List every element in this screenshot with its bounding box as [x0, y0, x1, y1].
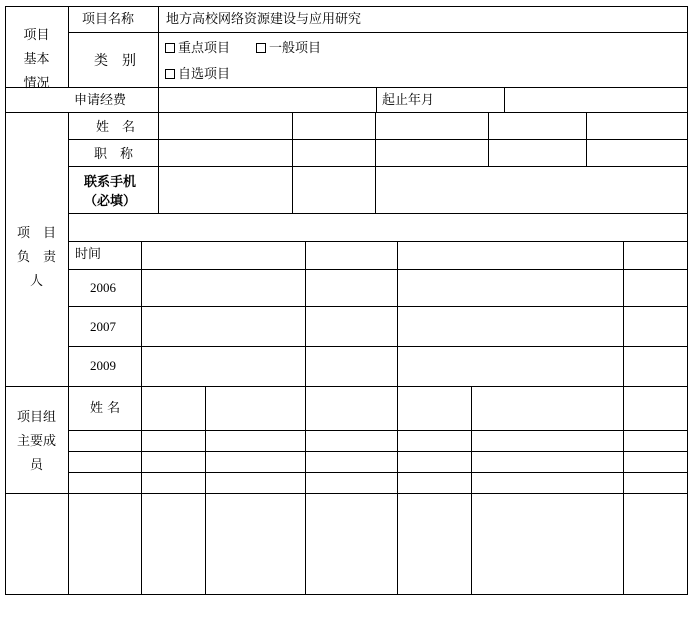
option-label: 重点项目	[178, 41, 231, 56]
checkbox[interactable]	[165, 69, 175, 79]
column-divider	[205, 386, 206, 594]
members-section-label	[5, 406, 68, 478]
table-border-bottom	[5, 594, 688, 595]
column-divider	[397, 241, 398, 386]
member-name-label: 姓 名	[90, 401, 121, 416]
leader-title-label: 职 称	[94, 147, 134, 162]
column-divider	[488, 112, 489, 166]
basic-info-section-label	[5, 24, 68, 96]
option-label: 一般项目	[269, 41, 322, 56]
section-label-line: 人	[29, 274, 43, 289]
section-label-line: 基本	[23, 52, 50, 67]
option-self-selected-project[interactable]	[165, 67, 230, 82]
period-label: 起止年月	[382, 93, 435, 108]
column-divider	[397, 386, 398, 594]
row-divider	[68, 32, 688, 33]
section-label-line: 员	[29, 458, 43, 473]
column-divider	[471, 386, 472, 594]
section-label-line: 主要成	[16, 434, 56, 449]
section-label-line: 项目组	[16, 410, 56, 425]
column-divider	[623, 386, 624, 594]
checkbox[interactable]	[256, 43, 266, 53]
year-2006: 2006	[90, 280, 116, 295]
column-divider	[158, 6, 159, 112]
leader-phone-label: 联系手机	[84, 175, 137, 190]
section-label-line: 项 目	[16, 226, 56, 241]
section-label-line: 情况	[23, 76, 50, 91]
year-2009: 2009	[90, 358, 116, 373]
column-divider	[141, 386, 142, 594]
leader-section-label	[5, 222, 68, 294]
row-divider	[68, 346, 688, 347]
funding-label: 申请经费	[74, 93, 127, 108]
leader-phone-required-note: （必填）	[84, 194, 137, 209]
column-divider	[376, 87, 377, 112]
column-divider	[305, 241, 306, 386]
category-label: 类 别	[94, 53, 136, 69]
column-divider	[68, 112, 69, 594]
row-divider	[68, 269, 688, 270]
leader-name-label: 姓 名	[96, 120, 136, 135]
row-divider	[68, 306, 688, 307]
project-name-value[interactable]: 地方高校网络资源建设与应用研究	[166, 12, 362, 27]
column-divider	[305, 386, 306, 594]
column-divider	[504, 87, 505, 112]
row-divider	[68, 472, 688, 473]
column-divider	[292, 112, 293, 213]
option-key-project[interactable]	[165, 41, 230, 56]
column-divider	[68, 6, 69, 87]
table-border-right	[687, 6, 688, 595]
section-label-line: 项目	[23, 28, 50, 43]
row-divider	[68, 166, 688, 167]
project-name-label: 项目名称	[82, 12, 135, 27]
column-divider	[375, 112, 376, 213]
column-divider	[141, 241, 142, 386]
row-divider	[5, 493, 688, 494]
table-border-top	[5, 6, 688, 7]
column-divider	[586, 112, 587, 166]
time-label: 时间	[75, 247, 102, 262]
row-divider	[5, 87, 688, 88]
row-divider	[68, 213, 688, 214]
row-divider	[5, 386, 688, 387]
column-divider	[623, 241, 624, 386]
option-label: 自选项目	[178, 67, 231, 82]
checkbox[interactable]	[165, 43, 175, 53]
section-label-line: 负 责	[16, 250, 56, 265]
row-divider	[68, 139, 688, 140]
option-general-project[interactable]	[256, 41, 321, 56]
row-divider	[68, 430, 688, 431]
column-divider	[158, 112, 159, 213]
row-divider	[68, 451, 688, 452]
year-2007: 2007	[90, 319, 116, 334]
row-divider	[68, 241, 688, 242]
